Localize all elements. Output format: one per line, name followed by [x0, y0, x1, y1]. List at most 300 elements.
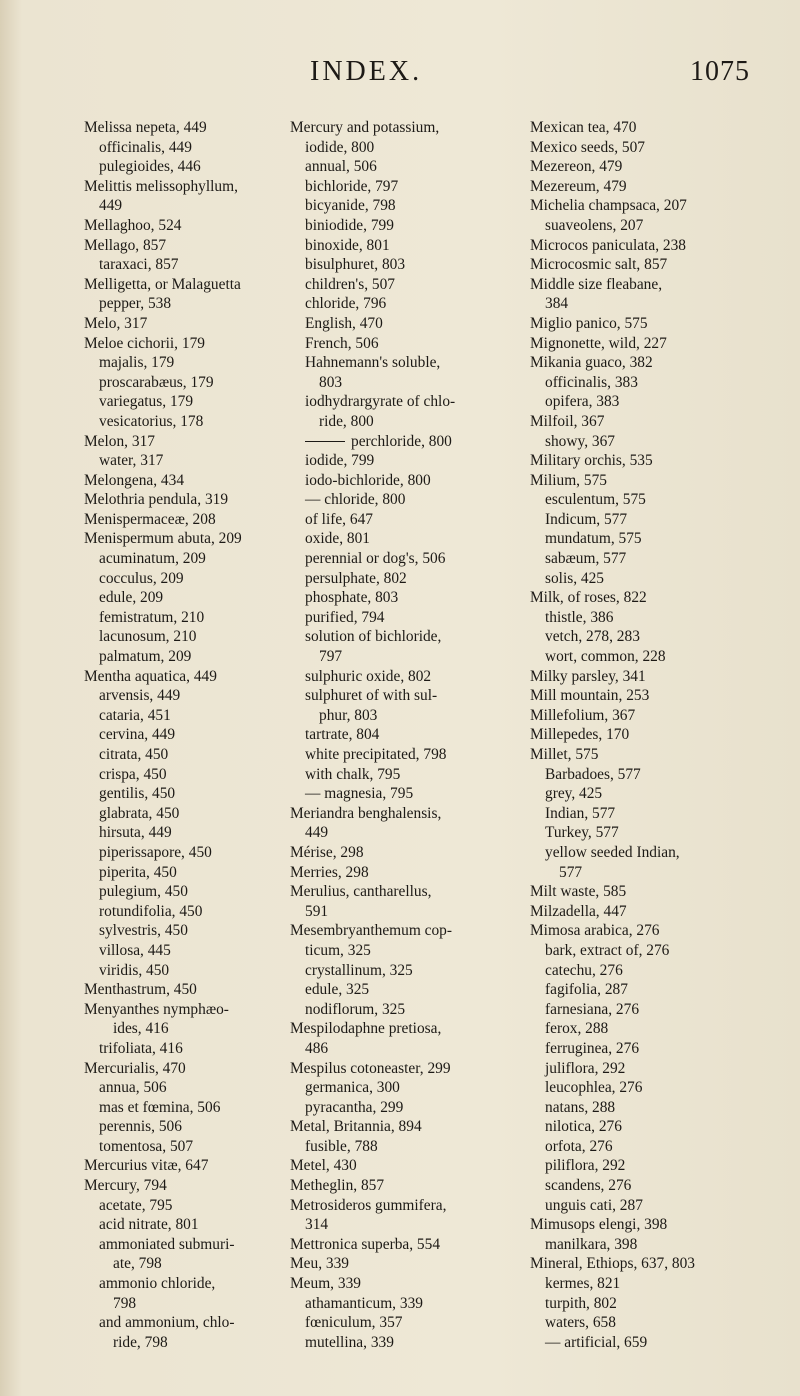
index-entry-text: piperissapore, 450: [99, 843, 212, 861]
index-entry-text: wort, common, 228: [545, 648, 666, 666]
index-entry: [84, 353, 250, 373]
index-entry-text: opifera, 383: [545, 393, 620, 411]
index-entry-text: Metheglin, 857: [290, 1177, 385, 1195]
index-entry: [290, 432, 486, 452]
index-entry-text: Mercury and potassium,: [290, 119, 440, 136]
index-entry: [290, 1313, 486, 1333]
index-entry-text: Miglio panico, 575: [530, 314, 648, 332]
index-entry-text: viridis, 450: [99, 961, 170, 979]
index-entry: [290, 1274, 486, 1294]
index-entry: [530, 882, 775, 902]
index-entry: [290, 745, 486, 765]
index-entry-text: Melon, 317: [84, 432, 155, 450]
index-entry-text: phosphate, 803: [305, 589, 399, 607]
index-entry: [530, 843, 775, 863]
index-entry: [530, 353, 775, 373]
index-entry: [530, 138, 775, 158]
index-entry: [290, 1156, 486, 1176]
page-header: [0, 56, 800, 96]
index-entry: [530, 804, 775, 824]
index-entry: [290, 412, 486, 432]
index-entry: [530, 863, 775, 883]
index-entry-text: Mercury, 794: [84, 1177, 167, 1195]
index-entry: [530, 1274, 775, 1294]
index-entry: [530, 608, 775, 628]
index-entry-text: Mespilus cotoneaster, 299: [290, 1059, 451, 1077]
index-entry-text: edule, 325: [305, 981, 370, 999]
index-entry-text: white precipitated, 798: [305, 746, 447, 763]
index-entry: [530, 1196, 775, 1216]
index-entry-text: Merries, 298: [290, 863, 369, 881]
index-entry: [290, 1333, 486, 1353]
index-entry-text: Mimusops elengi, 398: [530, 1216, 668, 1234]
index-entry: [290, 451, 486, 471]
index-entry-text: children's, 507: [305, 275, 395, 293]
index-entry-text: sylvestris, 450: [99, 922, 188, 940]
index-entry: [84, 823, 250, 843]
index-entry-text: 449: [99, 197, 123, 215]
index-entry: [290, 138, 486, 158]
index-entry: [290, 686, 486, 706]
index-entry: [84, 334, 250, 354]
index-entry-text: Melligetta, or Malaguetta: [84, 275, 241, 293]
page-number: 1075: [690, 56, 750, 87]
index-entry-text: Mérise, 298: [290, 843, 364, 861]
index-entry-text: Mexico seeds, 507: [530, 138, 645, 156]
index-entry-text: Melo, 317: [84, 314, 148, 332]
index-entry-text: Mettronica superba, 554: [290, 1235, 441, 1253]
index-entry-text: pulegioides, 446: [99, 158, 201, 176]
index-entry-text: germanica, 300: [305, 1079, 400, 1097]
index-entry-text: juliflora, 292: [545, 1059, 626, 1077]
index-entry: [290, 236, 486, 256]
index-entry-text: Indicum, 577: [545, 510, 628, 528]
index-entry: [84, 725, 250, 745]
index-column-3: [530, 118, 775, 1352]
index-entry-text: Milt waste, 585: [530, 883, 627, 901]
index-entry-text: unguis cati, 287: [545, 1196, 643, 1214]
index-entry-text: cervina, 449: [99, 726, 176, 744]
index-entry-text: Meum, 339: [290, 1275, 361, 1293]
index-entry-text: officinalis, 383: [545, 373, 638, 391]
index-entry-text: 384: [545, 295, 569, 313]
index-entry-text: 798: [113, 1294, 137, 1312]
index-entry: [84, 1039, 250, 1059]
index-entry-text: mas et fœmina, 506: [99, 1098, 221, 1116]
index-entry-text: Mentha aquatica, 449: [84, 667, 217, 685]
index-entry: [84, 118, 250, 138]
index-entry-text: — chloride, 800: [305, 491, 406, 509]
index-entry: [84, 902, 250, 922]
index-entry: [84, 1196, 250, 1216]
index-entry: [290, 1176, 486, 1196]
index-entry: [84, 529, 250, 549]
index-entry: [84, 1333, 250, 1353]
index-entry: [290, 275, 486, 295]
index-entry: [530, 627, 775, 647]
index-entry-text: tartrate, 804: [305, 726, 380, 744]
index-entry: [84, 863, 250, 883]
index-entry-text: Meriandra benghalensis,: [290, 804, 442, 822]
index-entry-text: Metel, 430: [290, 1157, 357, 1175]
index-entry: [290, 334, 486, 354]
index-entry: [530, 334, 775, 354]
index-entry-text: farnesiana, 276: [545, 1000, 640, 1018]
index-entry-text: ride, 800: [319, 412, 374, 430]
index-entry-text: Mellago, 857: [84, 236, 167, 254]
index-entry: [84, 549, 250, 569]
index-entry: [84, 490, 250, 510]
index-entry-text: Melongena, 434: [84, 471, 185, 489]
index-entry-text: officinalis, 449: [99, 138, 192, 156]
index-entry-text: water, 317: [99, 452, 164, 470]
index-entry-text: ferox, 288: [545, 1020, 609, 1038]
index-entry: [290, 941, 486, 961]
index-entry: [290, 961, 486, 981]
index-entry-text: ammonio chloride,: [99, 1275, 216, 1293]
index-entry: [530, 236, 775, 256]
index-entry: [84, 588, 250, 608]
index-entry: [290, 510, 486, 530]
index-entry: [84, 608, 250, 628]
index-entry-text: ticum, 325: [305, 941, 371, 959]
index-entry-text: scandens, 276: [545, 1177, 632, 1195]
index-entry: [290, 471, 486, 491]
index-entry: [290, 667, 486, 687]
running-title: INDEX.: [310, 56, 423, 87]
index-entry: [290, 902, 486, 922]
index-entry-text: rotundifolia, 450: [99, 902, 203, 920]
index-entry: [530, 1059, 775, 1079]
index-entry: [84, 1215, 250, 1235]
index-entry: [290, 255, 486, 275]
index-entry-text: palmatum, 209: [99, 648, 192, 666]
index-entry-text: pepper, 538: [99, 295, 172, 313]
index-column-2: [290, 118, 486, 1352]
index-entry-text: acid nitrate, 801: [99, 1216, 199, 1234]
index-entry-text: yellow seeded Indian,: [545, 843, 680, 861]
index-entry: [290, 921, 486, 941]
index-entry: [530, 569, 775, 589]
index-entry-text: Melothria pendula, 319: [84, 491, 229, 509]
index-entry-text: arvensis, 449: [99, 687, 181, 705]
index-entry: [84, 314, 250, 334]
index-entry: [290, 1078, 486, 1098]
index-entry-text: sulphuret of with sul-: [305, 687, 438, 705]
index-entry-text: pyracantha, 299: [305, 1098, 404, 1116]
index-entry-text: vetch, 278, 283: [545, 628, 640, 646]
index-entry-text: Milk, of roses, 822: [530, 589, 647, 607]
index-entry-text: Milky parsley, 341: [530, 667, 646, 685]
index-entry-text: athamanticum, 339: [305, 1294, 423, 1312]
index-entry-text: waters, 658: [545, 1314, 616, 1332]
index-entry: [84, 745, 250, 765]
index-entry-text: Metal, Britannia, 894: [290, 1118, 422, 1136]
index-entry: [290, 1254, 486, 1274]
index-entry-text: Menispermaceæ, 208: [84, 510, 216, 528]
index-entry: [290, 157, 486, 177]
index-entry-text: ides, 416: [113, 1020, 169, 1038]
index-entry: [290, 569, 486, 589]
index-entry: [290, 196, 486, 216]
index-entry-text: perennis, 506: [99, 1118, 182, 1136]
index-entry: [290, 490, 486, 510]
index-entry-text: Mellaghoo, 524: [84, 216, 182, 234]
index-entry: [530, 314, 775, 334]
index-entry: [530, 510, 775, 530]
index-entry-text: and ammonium, chlo-: [99, 1314, 235, 1332]
index-entry: [530, 294, 775, 314]
index-entry: [530, 216, 775, 236]
index-entry: [290, 314, 486, 334]
index-entry: [84, 392, 250, 412]
index-entry: [84, 138, 250, 158]
index-entry-text: Mercurialis, 470: [84, 1059, 186, 1077]
index-entry-text: Mignonette, wild, 227: [530, 334, 667, 352]
index-entry: [530, 1254, 775, 1274]
index-entry: [84, 1000, 250, 1020]
index-entry-text: phur, 803: [319, 706, 378, 724]
index-entry: [84, 784, 250, 804]
index-entry-text: esculentum, 575: [545, 491, 646, 509]
index-entry-text: manilkara, 398: [545, 1235, 638, 1253]
index-entry: [84, 706, 250, 726]
index-entry-text: mutellina, 339: [305, 1333, 394, 1351]
index-entry-text: villosa, 445: [99, 941, 171, 959]
index-entry: [290, 1019, 486, 1039]
index-entry: [530, 1078, 775, 1098]
index-entry-text: glabrata, 450: [99, 804, 180, 822]
index-entry: [290, 1137, 486, 1157]
index-entry: [290, 1117, 486, 1137]
index-entry: [84, 196, 250, 216]
index-entry-text: fœniculum, 357: [305, 1314, 403, 1332]
index-entry-text: Millet, 575: [530, 746, 599, 763]
index-entry: [84, 432, 250, 452]
index-entry-text: leucophlea, 276: [545, 1079, 643, 1097]
index-entry: [530, 588, 775, 608]
index-column-1: [84, 118, 250, 1352]
index-entry-text: cataria, 451: [99, 706, 171, 724]
index-entry-text: annua, 506: [99, 1079, 167, 1097]
index-entry-text: Mezereum, 479: [530, 177, 627, 195]
index-entry: [290, 1039, 486, 1059]
index-entry-text: French, 506: [305, 334, 379, 352]
index-entry: [530, 490, 775, 510]
index-entry: [290, 294, 486, 314]
index-entry-text: piperita, 450: [99, 863, 177, 881]
index-entry-text: grey, 425: [545, 785, 603, 803]
index-entry-text: English, 470: [305, 314, 383, 332]
index-entry: [84, 1235, 250, 1255]
index-entry-text: annual, 506: [305, 158, 377, 176]
index-entry-text: Melittis melissophyllum,: [84, 177, 238, 195]
index-entry-text: ate, 798: [113, 1255, 162, 1273]
index-entry: [290, 863, 486, 883]
index-entry: [530, 1215, 775, 1235]
index-entry-text: Barbadoes, 577: [545, 765, 641, 783]
index-entry: [84, 1254, 250, 1274]
index-entry: [84, 1137, 250, 1157]
index-entry-text: Microcosmic salt, 857: [530, 256, 668, 274]
index-entry: [530, 1098, 775, 1118]
index-entry-text: lacunosum, 210: [99, 628, 197, 646]
index-entry-text: 803: [319, 373, 343, 391]
index-entry-text: acetate, 795: [99, 1196, 173, 1214]
index-entry-text: — artificial, 659: [545, 1333, 648, 1351]
index-entry-text: Meu, 339: [290, 1255, 349, 1273]
index-entry-text: crystallinum, 325: [305, 961, 413, 979]
index-entry-text: with chalk, 795: [305, 765, 401, 783]
index-entry: [290, 118, 486, 138]
index-entry: [84, 882, 250, 902]
index-entry: [530, 1333, 775, 1353]
index-entry-text: bisulphuret, 803: [305, 256, 406, 274]
index-entry-text: bicyanide, 798: [305, 197, 396, 215]
index-entry-text: orfota, 276: [545, 1137, 613, 1155]
index-entry-text: Mesembryanthemum cop-: [290, 922, 452, 940]
index-entry: [530, 177, 775, 197]
index-entry-text: Metrosideros gummifera,: [290, 1196, 447, 1214]
index-entry-text: showy, 367: [545, 432, 615, 450]
index-entry: [290, 784, 486, 804]
index-entry: [290, 882, 486, 902]
index-entry-text: Microcos paniculata, 238: [530, 236, 686, 254]
index-entry: [84, 569, 250, 589]
ditto-rule: [305, 441, 345, 442]
index-entry-text: 449: [305, 824, 329, 842]
index-entry-text: Mineral, Ethiops, 637, 803: [530, 1255, 696, 1273]
index-entry-text: nilotica, 276: [545, 1118, 622, 1136]
index-entry: [290, 1196, 486, 1216]
index-entry: [530, 157, 775, 177]
index-entry: [84, 627, 250, 647]
index-entry: [84, 961, 250, 981]
index-entry-text: sabæum, 577: [545, 550, 627, 568]
index-entry: [290, 1235, 486, 1255]
index-entry-text: kermes, 821: [545, 1275, 621, 1293]
index-entry: [290, 1000, 486, 1020]
index-entry: [530, 823, 775, 843]
index-entry: [530, 275, 775, 295]
index-entry: [84, 686, 250, 706]
index-entry: [290, 529, 486, 549]
index-entry-text: fusible, 788: [305, 1137, 378, 1155]
index-entry-text: solis, 425: [545, 569, 605, 587]
index-entry: [530, 1176, 775, 1196]
index-entry-text: taraxaci, 857: [99, 256, 179, 274]
index-entry: [530, 961, 775, 981]
index-entry: [530, 902, 775, 922]
index-entry-text: Melissa nepeta, 449: [84, 119, 207, 136]
index-entry-text: cocculus, 209: [99, 569, 184, 587]
index-entry-text: Menthastrum, 450: [84, 981, 197, 999]
index-entry-text: crispa, 450: [99, 765, 167, 783]
index-entry: [84, 765, 250, 785]
index-entry-text: Meloe cichorii, 179: [84, 334, 205, 352]
index-entry: [84, 236, 250, 256]
index-entry: [84, 451, 250, 471]
index-entry: [84, 412, 250, 432]
index-entry-text: 577: [559, 863, 583, 881]
index-entry-text: Middle size fleabane,: [530, 275, 663, 293]
index-entry: [84, 1019, 250, 1039]
index-entry-text: bichloride, 797: [305, 177, 399, 195]
index-entry-text: Milium, 575: [530, 471, 607, 489]
index-entry-text: iodide, 800: [305, 138, 375, 156]
index-entry: [290, 725, 486, 745]
index-entry: [530, 921, 775, 941]
index-entry-text: 797: [319, 648, 343, 666]
index-entry: [530, 392, 775, 412]
index-entry: [290, 549, 486, 569]
index-entry: [530, 432, 775, 452]
index-entry: [84, 373, 250, 393]
index-entry-text: iodhydrargyrate of chlo-: [305, 393, 456, 411]
index-entry-text: — magnesia, 795: [305, 785, 414, 803]
index-entry: [530, 1156, 775, 1176]
index-entry-text: edule, 209: [99, 589, 164, 607]
index-entry-text: Menispermum abuta, 209: [84, 530, 242, 548]
index-entry: [290, 1098, 486, 1118]
index-entry: [84, 255, 250, 275]
index-entry: [530, 1137, 775, 1157]
index-entry-text: perchloride, 800: [351, 432, 452, 450]
index-entry: [290, 177, 486, 197]
index-entry-text: vesicatorius, 178: [99, 412, 204, 430]
index-entry-text: sulphuric oxide, 802: [305, 667, 432, 685]
index-entry-text: binoxide, 801: [305, 236, 390, 254]
index-entry: [290, 1059, 486, 1079]
index-entry: [530, 941, 775, 961]
index-entry-text: gentilis, 450: [99, 785, 176, 803]
index-entry-text: Mill mountain, 253: [530, 687, 650, 705]
index-entry-text: 486: [305, 1039, 329, 1057]
index-entry: [84, 1176, 250, 1196]
index-entry: [84, 1098, 250, 1118]
index-entry: [530, 706, 775, 726]
index-entry: [290, 373, 486, 393]
index-entry: [290, 353, 486, 373]
index-entry: [530, 1117, 775, 1137]
index-entry-text: suaveolens, 207: [545, 216, 644, 234]
index-entry-text: solution of bichloride,: [305, 628, 442, 646]
index-entry-text: Menyanthes nymphæo-: [84, 1000, 229, 1018]
index-entry: [530, 412, 775, 432]
index-entry: [290, 392, 486, 412]
index-entry: [290, 588, 486, 608]
index-entry: [290, 823, 486, 843]
index-entry: [530, 529, 775, 549]
index-entry: [530, 765, 775, 785]
index-entry-text: natans, 288: [545, 1098, 616, 1116]
index-entry-text: Mimosa arabica, 276: [530, 922, 660, 940]
index-entry-text: biniodide, 799: [305, 216, 394, 234]
index-entry-text: acuminatum, 209: [99, 550, 206, 568]
index-entry-text: trifoliata, 416: [99, 1039, 183, 1057]
index-entry: [84, 667, 250, 687]
index-entry: [84, 1059, 250, 1079]
index-entry-text: fagifolia, 287: [545, 981, 628, 999]
index-entry: [290, 1294, 486, 1314]
index-entry-text: iodo-bichloride, 800: [305, 471, 431, 489]
index-entry-text: Millefolium, 367: [530, 706, 636, 724]
index-entry: [530, 549, 775, 569]
index-entry: [290, 647, 486, 667]
index-entry-text: 591: [305, 902, 329, 920]
index-entry-text: tomentosa, 507: [99, 1137, 194, 1155]
index-entry-text: chloride, 796: [305, 295, 387, 313]
